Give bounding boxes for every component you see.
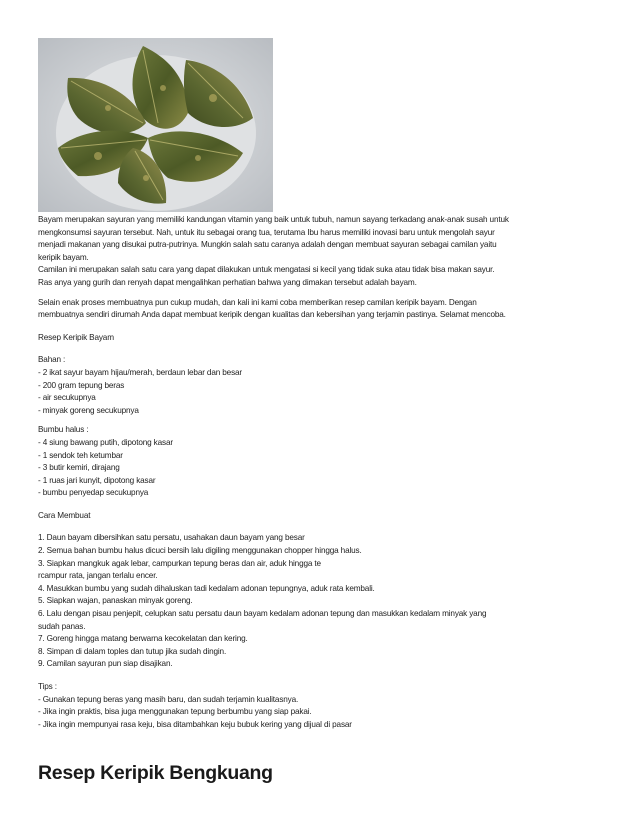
bahan-item: - 200 gram tepung beras bbox=[38, 380, 125, 390]
article-body bbox=[38, 214, 604, 731]
cara-step: 2. Semua bahan bumbu halus dicuci bersih lalu digiling menggunakan chopper hingga halus. bbox=[38, 546, 362, 556]
keripik-bayam-photo bbox=[38, 38, 273, 212]
paragraph-line: Selain enak proses membuatnya pun cukup mudah, dan kali ini kami coba memberikan resep camilan keripik bayam. Dengan bbox=[38, 297, 477, 307]
bumbu-item: - bumbu penyedap secukupnya bbox=[38, 488, 149, 498]
bumbu-item: - 1 sendok teh ketumbar bbox=[38, 450, 123, 460]
paragraph-line: membuatnya sendiri dirumah Anda dapat membuat keripik dengan kualitas dan kebersihan yang terjamin pastinya. Selamat mencoba. bbox=[38, 310, 506, 320]
recipe-title: Resep Keripik Bayam bbox=[38, 332, 114, 342]
cara-step: 1. Daun bayam dibersihkan satu persatu, usahakan daun bayam yang besar bbox=[38, 533, 305, 543]
bumbu-item: - 3 butir kemiri, dirajang bbox=[38, 463, 120, 473]
cara-step: 4. Masukkan bumbu yang sudah dihaluskan tadi kedalam adonan tepungnya, aduk rata kembali. bbox=[38, 583, 375, 593]
bumbu-label: Bumbu halus : bbox=[38, 425, 89, 435]
intro-line: keripik bayam. bbox=[38, 252, 89, 262]
bumbu-item: - 4 siung bawang putih, dipotong kasar bbox=[38, 437, 173, 447]
intro-line: menjadi makanan yang disukai putra-putrinya. Mungkin salah satu caranya adalah dengan membuat sayuran sebagai camilan yaitu bbox=[38, 240, 497, 250]
next-article-title: Resep Keripik Bengkuang bbox=[38, 762, 273, 784]
bahan-item: - minyak goreng secukupnya bbox=[38, 405, 139, 415]
intro-line: mengkonsumsi sayuran tersebut. Nah, untuk itu sebagai orang tua, terutama Ibu harus memiliki inovasi baru untuk mengolah sayur bbox=[38, 227, 495, 237]
intro-line: Ras anya yang gurih dan renyah dapat mengalihkan perhatian bahwa yang dimakan tersebut adalah bayam. bbox=[38, 277, 417, 287]
cara-step: 8. Simpan di dalam toples dan tutup jika sudah dingin. bbox=[38, 646, 227, 656]
cara-step: 9. Camilan sayuran pun siap disajikan. bbox=[38, 659, 173, 669]
cara-label: Cara Membuat bbox=[38, 510, 91, 520]
cara-step: rcampur rata, jangan terlalu encer. bbox=[38, 571, 158, 581]
tips-item: - Jika ingin mempunyai rasa keju, bisa ditambahkan keju bubuk kering yang dijual di pasar bbox=[38, 719, 352, 729]
cara-step: 3. Siapkan mangkuk agak lebar, campurkan tepung beras dan air, aduk hingga te bbox=[38, 558, 321, 568]
intro-line: Bayam merupakan sayuran yang memiliki kandungan vitamin yang baik untuk tubuh, namun sayang terkadang anak-anak susah untuk bbox=[38, 215, 509, 224]
bahan-item: - 2 ikat sayur bayam hijau/merah, berdaun lebar dan besar bbox=[38, 367, 242, 377]
cara-step: 6. Lalu dengan pisau penjepit, celupkan satu persatu daun bayam kedalam adonan tepung dan masukkan kedalam minyak yang bbox=[38, 609, 487, 619]
cara-step: 5. Siapkan wajan, panaskan minyak goreng. bbox=[38, 596, 193, 606]
cara-step: 7. Goreng hingga matang berwarna kecokelatan dan kering. bbox=[38, 634, 248, 644]
tips-label: Tips : bbox=[38, 682, 57, 691]
intro-line: Camilan ini merupakan salah satu cara yang dapat dilakukan untuk mengatasi si kecil yang tidak suka atau tidak bisa makan sayur. bbox=[38, 265, 495, 275]
bahan-item: - air secukupnya bbox=[38, 393, 96, 403]
bumbu-item: - 1 ruas jari kunyit, dipotong kasar bbox=[38, 475, 156, 485]
tips-item: - Gunakan tepung beras yang masih baru, dan sudah terjamin kualitasnya. bbox=[38, 694, 299, 704]
bahan-label: Bahan : bbox=[38, 355, 66, 365]
cara-step: sudah panas. bbox=[38, 621, 86, 631]
tips-item: - Jika ingin praktis, bisa juga menggunakan tepung berbumbu yang siap pakai. bbox=[38, 707, 312, 717]
